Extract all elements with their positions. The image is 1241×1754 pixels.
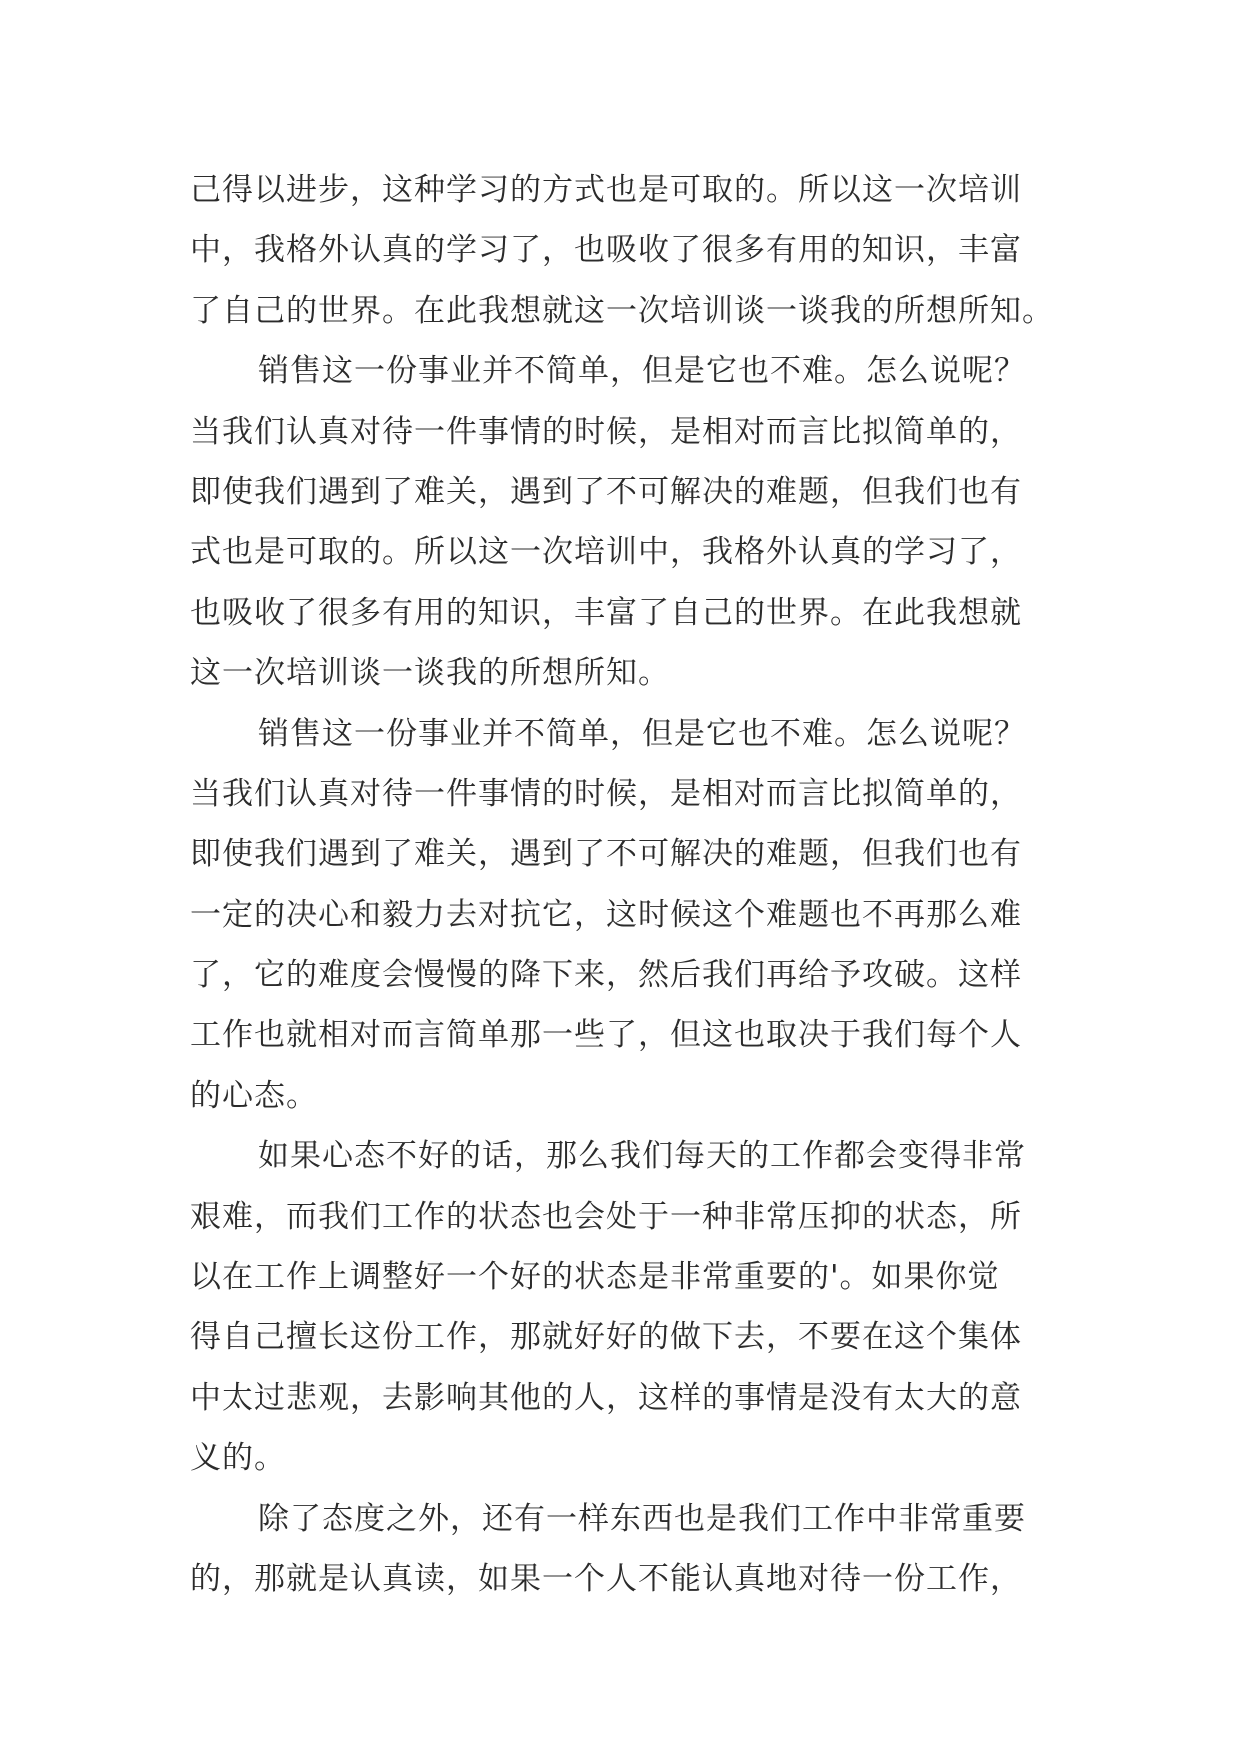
text-line: 式也是可取的。所以这一次培训中，我格外认真的学习了， bbox=[190, 534, 1022, 571]
body-text bbox=[190, 160, 1090, 1609]
text-line: 销售这一份事业并不简单，但是它也不难。怎么说呢？ bbox=[258, 353, 1026, 390]
text-line: 以在工作上调整好一个好的状态是非常重要的'。如果你觉 bbox=[190, 1259, 1000, 1296]
text-line: 义的。 bbox=[190, 1440, 286, 1477]
text-line: 当我们认真对待一件事情的时候，是相对而言比拟简单的， bbox=[190, 775, 1022, 812]
text-line: 中，我格外认真的学习了，也吸收了很多有用的知识，丰富 bbox=[190, 232, 1022, 269]
text-line: 销售这一份事业并不简单，但是它也不难。怎么说呢？ bbox=[258, 715, 1026, 752]
text-line: 也吸收了很多有用的知识，丰富了自己的世界。在此我想就 bbox=[190, 594, 1022, 631]
text-line: 己得以进步，这种学习的方式也是可取的。所以这一次培训 bbox=[190, 172, 1022, 208]
text-line: 当我们认真对待一件事情的时候，是相对而言比拟简单的， bbox=[190, 413, 1022, 450]
text-line: 了，它的难度会慢慢的降下来，然后我们再给予攻破。这样 bbox=[190, 957, 1022, 994]
text-line: 这一次培训谈一谈我的所想所知。 bbox=[190, 655, 670, 692]
text-line: 一定的决心和毅力去对抗它，这时候这个难题也不再那么难 bbox=[190, 896, 1022, 933]
text-line: 除了态度之外，还有一样东西也是我们工作中非常重要 bbox=[258, 1500, 1026, 1537]
text-line: 如果心态不好的话，那么我们每天的工作都会变得非常 bbox=[258, 1138, 1026, 1175]
text-line: 的心态。 bbox=[190, 1077, 318, 1114]
text-line: 的，那就是认真读，如果一个人不能认真地对待一份工作， bbox=[190, 1560, 1022, 1597]
text-line: 工作也就相对而言简单那一些了，但这也取决于我们每个人 bbox=[190, 1017, 1022, 1054]
text-line: 即使我们遇到了难关，遇到了不可解决的难题，但我们也有 bbox=[190, 473, 1022, 510]
text-line: 艰难，而我们工作的状态也会处于一种非常压抑的状态，所 bbox=[190, 1198, 1022, 1235]
text-line: 了自己的世界。在此我想就这一次培训谈一谈我的所想所知。 bbox=[190, 292, 1054, 329]
text-line: 即使我们遇到了难关，遇到了不可解决的难题，但我们也有 bbox=[190, 836, 1022, 873]
text-line: 中太过悲观，去影响其他的人，这样的事情是没有太大的意 bbox=[190, 1379, 1022, 1416]
text-line: 得自己擅长这份工作，那就好好的做下去，不要在这个集体 bbox=[190, 1319, 1022, 1356]
